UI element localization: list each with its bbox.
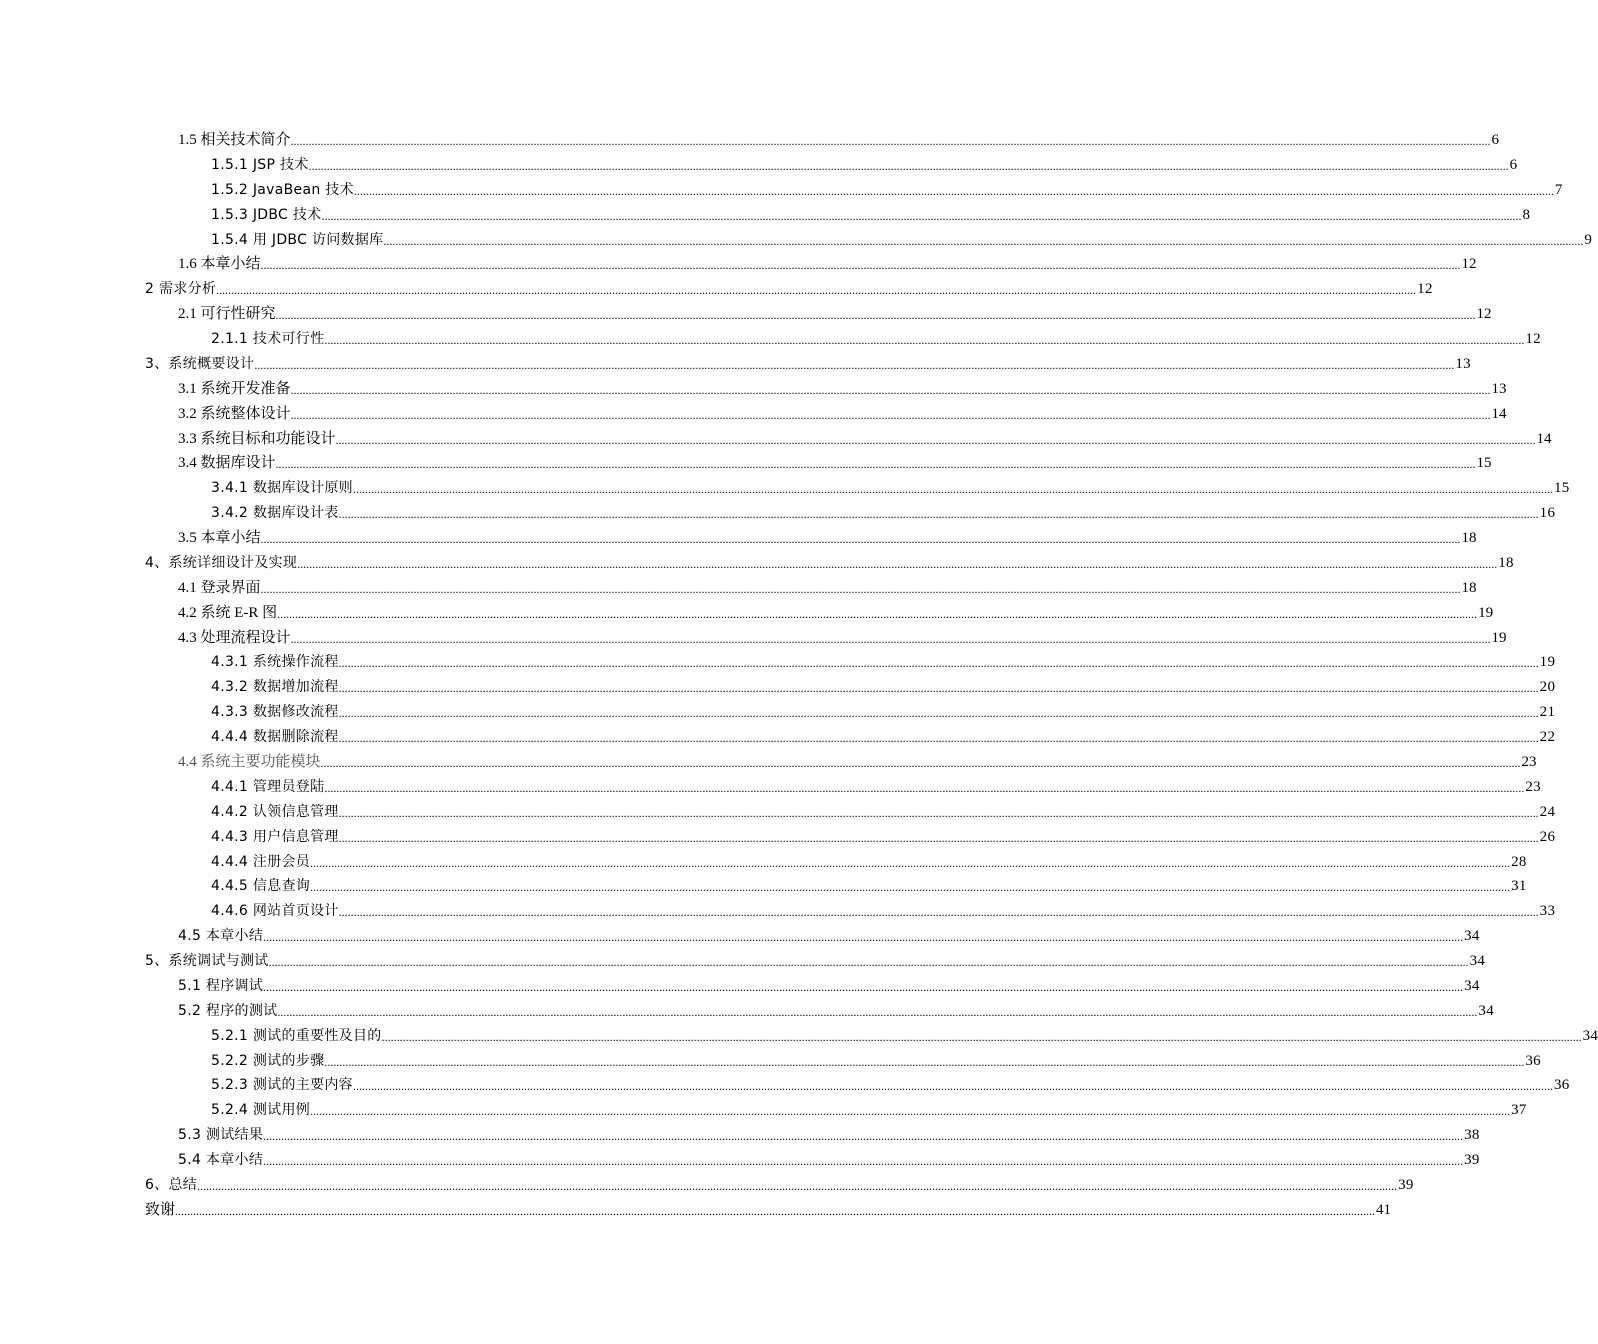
toc-entry-page: 39 (1464, 1152, 1480, 1169)
toc-entry-page: 9 (1584, 231, 1593, 248)
toc-entry-title: 4、系统详细设计及实现 (145, 554, 298, 571)
toc-entry-page: 6 (1491, 132, 1500, 148)
toc-entry-title: 3、系统概要设计 (145, 355, 255, 372)
toc-entry[interactable] (211, 697, 1556, 721)
toc-entry-page: 8 (1522, 206, 1531, 223)
toc-entry[interactable] (145, 548, 1514, 572)
toc-entry[interactable] (178, 399, 1507, 423)
toc-entry-title: 1.5.4 用 JDBC 访问数据库 (211, 231, 384, 248)
toc-entry-title: 4.2 系统 E-R 图 (178, 604, 278, 621)
toc-leader-dots: ................................................................................................................................................................................................................................................................................................................................................................................................................ (277, 1004, 1478, 1019)
toc-entry-title: 3.4 数据库设计 (178, 455, 276, 472)
toc-entry[interactable] (178, 573, 1477, 597)
toc-leader-dots: ................................................................................................................................................................................................................................................................................................................................................................................................................ (290, 407, 1491, 422)
toc-entry-title: 4.4.4 注册会员 (211, 853, 311, 870)
toc-entry-title: 4.4.3 用户信息管理 (211, 828, 339, 845)
toc-entry-page: 12 (1525, 331, 1541, 348)
toc-leader-dots: ................................................................................................................................................................................................................................................................................................................................................................................................................ (353, 183, 1554, 198)
toc-entry-title: 2.1.1 技术可行性 (211, 331, 325, 348)
toc-entry-page: 28 (1511, 853, 1527, 870)
toc-entry-title: 1.5.3 JDBC 技术 (211, 206, 322, 223)
toc-entry[interactable] (178, 1145, 1480, 1169)
toc-entry[interactable] (145, 1195, 1392, 1219)
toc-entry-page: 18 (1461, 530, 1477, 547)
toc-entry-page: 24 (1539, 803, 1556, 820)
toc-entry-title: 5.4 本章小结 (178, 1152, 264, 1169)
toc-leader-dots: ................................................................................................................................................................................................................................................................................................................................................................................................................ (290, 631, 1491, 646)
toc-leader-dots: ................................................................................................................................................................................................................................................................................................................................................................................................................ (260, 581, 1461, 596)
toc-entry-page: 16 (1539, 505, 1556, 522)
toc-entry[interactable] (211, 175, 1563, 199)
toc-leader-dots: ................................................................................................................................................................................................................................................................................................................................................................................................................ (338, 905, 1539, 920)
toc-entry-page: 15 (1476, 455, 1492, 472)
toc-entry[interactable] (211, 1046, 1541, 1070)
toc-leader-dots: ................................................................................................................................................................................................................................................................................................................................................................................................................ (321, 208, 1522, 223)
toc-leader-dots: ................................................................................................................................................................................................................................................................................................................................................................................................................ (324, 1054, 1525, 1069)
toc-leader-dots: ................................................................................................................................................................................................................................................................................................................................................................................................................ (260, 532, 1461, 547)
toc-leader-dots: ................................................................................................................................................................................................................................................................................................................................................................................................................ (175, 1203, 1376, 1218)
toc-entry-title: 4.3.2 数据增加流程 (211, 679, 339, 696)
toc-leader-dots: ................................................................................................................................................................................................................................................................................................................................................................................................................ (290, 134, 1491, 148)
toc-leader-dots: ................................................................................................................................................................................................................................................................................................................................................................................................................ (275, 308, 1476, 323)
toc-entry[interactable] (211, 150, 1518, 174)
toc-entry-title: 4.1 登录界面 (178, 579, 261, 596)
toc-entry-page: 18 (1461, 579, 1477, 596)
toc-entry[interactable] (178, 1120, 1480, 1144)
toc-entry[interactable] (145, 274, 1433, 298)
toc-leader-dots: ................................................................................................................................................................................................................................................................................................................................................................................................................ (310, 1104, 1511, 1119)
toc-leader-dots: ................................................................................................................................................................................................................................................................................................................................................................................................................ (275, 457, 1476, 472)
toc-leader-dots: ................................................................................................................................................................................................................................................................................................................................................................................................................ (381, 1029, 1582, 1044)
toc-leader-dots: ................................................................................................................................................................................................................................................................................................................................................................................................................ (352, 482, 1553, 497)
toc-entry[interactable] (178, 249, 1477, 273)
toc-entry-page: 41 (1376, 1201, 1392, 1218)
toc-entry-title: 5、系统调试与测试 (145, 953, 269, 970)
toc-entry-title: 4.4.5 信息查询 (211, 878, 311, 895)
toc-entry-title: 1.5 相关技术简介 (178, 132, 291, 148)
toc-leader-dots: ................................................................................................................................................................................................................................................................................................................................................................................................................ (263, 930, 1464, 945)
toc-entry[interactable] (178, 299, 1492, 323)
toc-entry-page: 12 (1461, 256, 1477, 273)
toc-leader-dots: ................................................................................................................................................................................................................................................................................................................................................................................................................ (216, 283, 1417, 298)
toc-entry-title: 4.5 本章小结 (178, 928, 264, 945)
toc-entry-title: 3.5 本章小结 (178, 530, 261, 547)
toc-entry-title: 1.5.2 JavaBean 技术 (211, 181, 354, 198)
toc-entry-title: 4.4.4 数据删除流程 (211, 729, 339, 746)
toc-entry[interactable] (178, 125, 1500, 149)
toc-leader-dots: ................................................................................................................................................................................................................................................................................................................................................................................................................ (335, 432, 1536, 447)
toc-entry[interactable] (211, 1095, 1527, 1119)
toc-entry[interactable] (178, 523, 1477, 547)
toc-entry[interactable] (145, 349, 1471, 373)
toc-entry-page: 26 (1539, 828, 1556, 845)
toc-entry-page: 34 (1469, 953, 1486, 970)
toc-entry-page: 38 (1464, 1127, 1480, 1144)
toc-entry[interactable] (211, 672, 1556, 696)
toc-entry[interactable] (211, 772, 1541, 796)
toc-entry[interactable] (211, 1070, 1570, 1094)
toc-entry[interactable] (211, 896, 1556, 920)
toc-leader-dots: ................................................................................................................................................................................................................................................................................................................................................................................................................ (338, 681, 1539, 696)
toc-entry-title: 致谢 (145, 1201, 176, 1218)
toc-entry-title: 4.3 处理流程设计 (178, 629, 291, 646)
toc-entry-page: 31 (1511, 878, 1527, 895)
toc-entry[interactable] (178, 971, 1480, 995)
toc-entry[interactable] (211, 822, 1556, 846)
toc-leader-dots: ................................................................................................................................................................................................................................................................................................................................................................................................................ (263, 979, 1464, 994)
toc-entry[interactable] (145, 1170, 1414, 1194)
toc-entry-title: 4.4.6 网站首页设计 (211, 903, 339, 920)
toc-entry-page: 19 (1491, 629, 1507, 646)
toc-entry-page: 34 (1464, 928, 1480, 945)
toc-entry-title: 1.5.1 JSP 技术 (211, 156, 309, 173)
toc-entry[interactable] (178, 996, 1495, 1020)
toc-leader-dots: ................................................................................................................................................................................................................................................................................................................................................................................................................ (263, 1154, 1464, 1169)
toc-entry-title: 2 需求分析 (145, 281, 217, 298)
toc-entry-page: 19 (1539, 654, 1556, 671)
toc-entry-title: 5.2.2 测试的步骤 (211, 1052, 325, 1069)
toc-entry[interactable] (178, 448, 1492, 472)
toc-entry[interactable] (178, 747, 1537, 771)
toc-entry[interactable] (211, 324, 1541, 348)
toc-entry[interactable] (211, 871, 1527, 895)
toc-entry-title: 3.3 系统目标和功能设计 (178, 430, 336, 447)
toc-entry-page: 34 (1464, 977, 1480, 994)
toc-entry-page: 14 (1491, 405, 1507, 422)
toc-entry-title: 4.3.1 系统操作流程 (211, 654, 339, 671)
toc-entry-title: 2.1 可行性研究 (178, 306, 276, 323)
toc-leader-dots: ................................................................................................................................................................................................................................................................................................................................................................................................................ (338, 507, 1539, 522)
toc-leader-dots: ................................................................................................................................................................................................................................................................................................................................................................................................................ (308, 158, 1509, 173)
toc-entry-title: 3.4.2 数据库设计表 (211, 505, 339, 522)
toc-entry-page: 37 (1511, 1102, 1527, 1119)
toc-entry-title: 3.2 系统整体设计 (178, 405, 291, 422)
toc-entry-page: 13 (1455, 355, 1471, 372)
toc-entry-page: 36 (1525, 1052, 1541, 1069)
toc-entry[interactable] (178, 623, 1507, 647)
toc-entry-title: 5.2.3 测试的主要内容 (211, 1077, 353, 1094)
toc-entry-page: 15 (1553, 480, 1570, 497)
toc-entry-page: 18 (1498, 554, 1514, 571)
toc-entry[interactable] (211, 225, 1593, 249)
toc-leader-dots: ................................................................................................................................................................................................................................................................................................................................................................................................................ (352, 1079, 1553, 1094)
toc-entry[interactable] (211, 1021, 1598, 1045)
toc-leader-dots: ................................................................................................................................................................................................................................................................................................................................................................................................................ (338, 830, 1539, 845)
toc-entry-title: 3.4.1 数据库设计原则 (211, 480, 353, 497)
toc-leader-dots: ................................................................................................................................................................................................................................................................................................................................................................................................................ (254, 357, 1455, 372)
toc-leader-dots: ................................................................................................................................................................................................................................................................................................................................................................................................................ (297, 556, 1498, 571)
toc-entry-page: 7 (1554, 181, 1563, 198)
toc-entry-page: 20 (1539, 679, 1556, 696)
toc-entry-title: 4.4.1 管理员登陆 (211, 778, 325, 795)
toc-entry-page: 21 (1539, 704, 1556, 721)
toc-entry-title: 1.6 本章小结 (178, 256, 261, 273)
toc-leader-dots: ................................................................................................................................................................................................................................................................................................................................................................................................................ (320, 756, 1521, 770)
toc-leader-dots: ................................................................................................................................................................................................................................................................................................................................................................................................................ (310, 855, 1511, 870)
toc-entry-page: 34 (1478, 1002, 1495, 1019)
toc-entry-title: 3.1 系统开发准备 (178, 380, 291, 397)
toc-entry[interactable] (145, 946, 1486, 970)
toc-entry-page: 23 (1525, 778, 1541, 795)
toc-leader-dots: ................................................................................................................................................................................................................................................................................................................................................................................................................ (338, 731, 1539, 746)
toc-entry[interactable] (178, 921, 1480, 945)
toc-leader-dots: ................................................................................................................................................................................................................................................................................................................................................................................................................ (263, 1129, 1464, 1144)
toc-leader-dots: ................................................................................................................................................................................................................................................................................................................................................................................................................ (197, 1178, 1398, 1193)
toc-leader-dots: ................................................................................................................................................................................................................................................................................................................................................................................................................ (324, 780, 1525, 795)
toc-entry-title: 5.2.1 测试的重要性及目的 (211, 1027, 382, 1044)
toc-entry-title: 5.2.4 测试用例 (211, 1102, 311, 1119)
toc-leader-dots: ................................................................................................................................................................................................................................................................................................................................................................................................................ (338, 656, 1539, 671)
toc-entry-page: 36 (1553, 1077, 1570, 1094)
toc-entry[interactable] (211, 498, 1556, 522)
toc-entry-title: 4.4.2 认领信息管理 (211, 803, 339, 820)
toc-entry-page: 34 (1582, 1027, 1598, 1044)
toc-leader-dots: ................................................................................................................................................................................................................................................................................................................................................................................................................ (338, 805, 1539, 820)
toc-leader-dots: ................................................................................................................................................................................................................................................................................................................................................................................................................ (290, 382, 1491, 397)
toc-entry-title: 5.1 程序调试 (178, 977, 264, 994)
toc-entry-page: 13 (1491, 380, 1507, 397)
toc-entry[interactable] (211, 200, 1531, 224)
toc-entry-page: 22 (1539, 729, 1556, 746)
toc-entry[interactable] (211, 847, 1527, 871)
toc-entry-page: 12 (1476, 306, 1492, 323)
toc-entry-page: 12 (1417, 281, 1433, 298)
toc-entry-page: 6 (1509, 156, 1518, 173)
toc-entry-page: 23 (1521, 754, 1537, 770)
toc-entry-title: 4.4 系统主要功能模块 (178, 754, 321, 770)
toc-entry[interactable] (211, 722, 1556, 746)
toc-leader-dots: ................................................................................................................................................................................................................................................................................................................................................................................................................ (310, 880, 1511, 895)
toc-entry-page: 33 (1539, 903, 1556, 920)
toc-leader-dots: ................................................................................................................................................................................................................................................................................................................................................................................................................ (383, 233, 1584, 248)
toc-entry[interactable] (211, 473, 1570, 497)
toc-entry[interactable] (211, 797, 1556, 821)
toc-entry[interactable] (178, 374, 1507, 398)
toc-entry[interactable] (211, 647, 1556, 671)
toc-entry-title: 6、总结 (145, 1176, 198, 1193)
toc-leader-dots: ................................................................................................................................................................................................................................................................................................................................................................................................................ (268, 955, 1469, 970)
toc-entry-title: 5.2 程序的测试 (178, 1002, 278, 1019)
toc-entry-page: 39 (1398, 1176, 1414, 1193)
toc-leader-dots: ................................................................................................................................................................................................................................................................................................................................................................................................................ (277, 606, 1478, 621)
toc-entry-page: 19 (1478, 604, 1494, 621)
toc-leader-dots: ................................................................................................................................................................................................................................................................................................................................................................................................................ (324, 333, 1525, 348)
toc-entry-title: 4.3.3 数据修改流程 (211, 704, 339, 721)
toc-leader-dots: ................................................................................................................................................................................................................................................................................................................................................................................................................ (338, 706, 1539, 721)
toc-entry[interactable] (178, 598, 1494, 622)
toc-entry-title: 5.3 测试结果 (178, 1127, 264, 1144)
toc-entry[interactable] (178, 424, 1552, 448)
toc-leader-dots: ................................................................................................................................................................................................................................................................................................................................................................................................................ (260, 258, 1461, 273)
toc-entry-page: 14 (1536, 430, 1552, 447)
